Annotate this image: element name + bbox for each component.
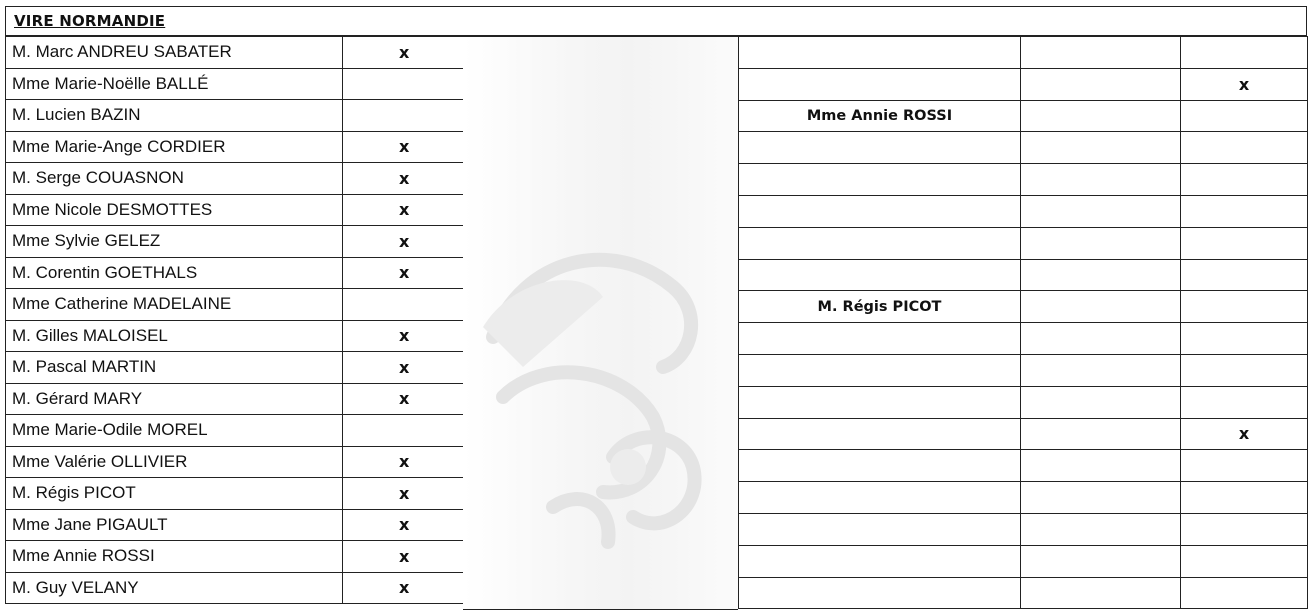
proxy-row — [739, 164, 1308, 196]
proxy-row — [739, 100, 1308, 132]
proxy-row — [739, 450, 1308, 482]
member-row — [6, 446, 464, 478]
member-row — [6, 478, 464, 510]
member-name: Mme Catherine MADELAINE — [6, 289, 343, 321]
member-name: M. Gilles MALOISEL — [6, 320, 343, 352]
member-row — [6, 572, 464, 604]
proxy-row — [739, 513, 1308, 545]
proxy-holder: M. Régis PICOT — [739, 291, 1021, 323]
proxy-holder — [739, 513, 1021, 545]
presence-mark: x — [343, 257, 464, 289]
member-name: M. Gérard MARY — [6, 383, 343, 415]
excused-mark: x — [1181, 418, 1308, 450]
presence-mark: x — [343, 352, 464, 384]
member-row — [6, 194, 464, 226]
member-name: Mme Nicole DESMOTTES — [6, 194, 343, 226]
member-row — [6, 320, 464, 352]
proxy-holder — [739, 37, 1021, 69]
excused-mark — [1181, 545, 1308, 577]
members-table — [5, 36, 464, 604]
proxy-row — [739, 545, 1308, 577]
proxy-holder — [739, 386, 1021, 418]
presence-mark: x — [343, 478, 464, 510]
member-name: M. Pascal MARTIN — [6, 352, 343, 384]
presence-mark: x — [343, 194, 464, 226]
proxy-row — [739, 418, 1308, 450]
proxy-holder — [739, 132, 1021, 164]
member-name: Mme Marie-Ange CORDIER — [6, 131, 343, 163]
excused-mark — [1181, 259, 1308, 291]
proxy-row — [739, 132, 1308, 164]
presence-mark — [343, 289, 464, 321]
proxy-extra-cell — [1021, 132, 1181, 164]
excused-mark — [1181, 323, 1308, 355]
proxy-extra-cell — [1021, 482, 1181, 514]
member-name: Mme Valérie OLLIVIER — [6, 446, 343, 478]
section-title: VIRE NORMANDIE — [14, 12, 166, 30]
proxy-extra-cell — [1021, 513, 1181, 545]
proxy-holder — [739, 482, 1021, 514]
presence-mark: x — [343, 37, 464, 69]
member-name: M. Serge COUASNON — [6, 163, 343, 195]
excused-mark — [1181, 164, 1308, 196]
proxy-holder — [739, 450, 1021, 482]
member-row — [6, 100, 464, 132]
proxy-extra-cell — [1021, 37, 1181, 69]
proxy-table — [738, 36, 1308, 609]
proxy-row — [739, 259, 1308, 291]
proxy-extra-cell — [1021, 227, 1181, 259]
presence-mark: x — [343, 541, 464, 573]
proxy-holder: Mme Annie ROSSI — [739, 100, 1021, 132]
proxy-table-body — [739, 37, 1308, 609]
presence-mark: x — [343, 446, 464, 478]
proxy-row — [739, 386, 1308, 418]
title-row — [5, 6, 1307, 36]
member-name: Mme Sylvie GELEZ — [6, 226, 343, 258]
members-table-body — [6, 37, 464, 604]
presence-mark: x — [343, 320, 464, 352]
presence-mark — [343, 68, 464, 100]
proxy-row — [739, 354, 1308, 386]
excused-mark — [1181, 227, 1308, 259]
member-name: Mme Marie-Odile MOREL — [6, 415, 343, 447]
proxy-extra-cell — [1021, 164, 1181, 196]
proxy-extra-cell — [1021, 100, 1181, 132]
proxy-extra-cell — [1021, 323, 1181, 355]
presence-mark: x — [343, 509, 464, 541]
member-name: M. Marc ANDREU SABATER — [6, 37, 343, 69]
proxy-holder — [739, 164, 1021, 196]
watermark-emblem — [463, 37, 738, 610]
member-name: Mme Marie-Noëlle BALLÉ — [6, 68, 343, 100]
proxy-row — [739, 577, 1308, 609]
proxy-holder — [739, 418, 1021, 450]
excused-mark — [1181, 577, 1308, 609]
proxy-extra-cell — [1021, 291, 1181, 323]
member-row — [6, 509, 464, 541]
member-row — [6, 37, 464, 69]
member-name: M. Lucien BAZIN — [6, 100, 343, 132]
presence-mark: x — [343, 572, 464, 604]
presence-mark: x — [343, 131, 464, 163]
member-row — [6, 131, 464, 163]
proxy-row — [739, 227, 1308, 259]
proxy-holder — [739, 259, 1021, 291]
excused-mark — [1181, 195, 1308, 227]
excused-mark — [1181, 132, 1308, 164]
presence-mark: x — [343, 226, 464, 258]
proxy-holder — [739, 577, 1021, 609]
member-name: Mme Annie ROSSI — [6, 541, 343, 573]
proxy-row — [739, 291, 1308, 323]
presence-mark: x — [343, 383, 464, 415]
member-row — [6, 163, 464, 195]
member-name: M. Guy VELANY — [6, 572, 343, 604]
member-row — [6, 226, 464, 258]
proxy-extra-cell — [1021, 386, 1181, 418]
proxy-holder — [739, 227, 1021, 259]
member-name: M. Corentin GOETHALS — [6, 257, 343, 289]
excused-mark — [1181, 100, 1308, 132]
excused-mark: x — [1181, 68, 1308, 100]
excused-mark — [1181, 482, 1308, 514]
proxy-row — [739, 482, 1308, 514]
proxy-extra-cell — [1021, 68, 1181, 100]
proxy-extra-cell — [1021, 354, 1181, 386]
member-row — [6, 352, 464, 384]
proxy-row — [739, 323, 1308, 355]
proxy-holder — [739, 195, 1021, 227]
proxy-holder — [739, 545, 1021, 577]
member-row — [6, 289, 464, 321]
proxy-extra-cell — [1021, 259, 1181, 291]
presence-mark — [343, 100, 464, 132]
member-row — [6, 68, 464, 100]
member-name: Mme Jane PIGAULT — [6, 509, 343, 541]
proxy-extra-cell — [1021, 450, 1181, 482]
member-row — [6, 541, 464, 573]
excused-mark — [1181, 513, 1308, 545]
proxy-holder — [739, 354, 1021, 386]
proxy-extra-cell — [1021, 418, 1181, 450]
member-row — [6, 257, 464, 289]
proxy-holder — [739, 68, 1021, 100]
excused-mark — [1181, 450, 1308, 482]
proxy-row — [739, 68, 1308, 100]
proxy-extra-cell — [1021, 195, 1181, 227]
presence-mark: x — [343, 163, 464, 195]
excused-mark — [1181, 37, 1308, 69]
presence-mark — [343, 415, 464, 447]
proxy-row — [739, 195, 1308, 227]
proxy-row — [739, 37, 1308, 69]
member-name: M. Régis PICOT — [6, 478, 343, 510]
member-row — [6, 415, 464, 447]
excused-mark — [1181, 386, 1308, 418]
excused-mark — [1181, 354, 1308, 386]
proxy-extra-cell — [1021, 545, 1181, 577]
blank-column — [463, 36, 738, 610]
proxy-extra-cell — [1021, 577, 1181, 609]
member-row — [6, 383, 464, 415]
proxy-holder — [739, 323, 1021, 355]
excused-mark — [1181, 291, 1308, 323]
